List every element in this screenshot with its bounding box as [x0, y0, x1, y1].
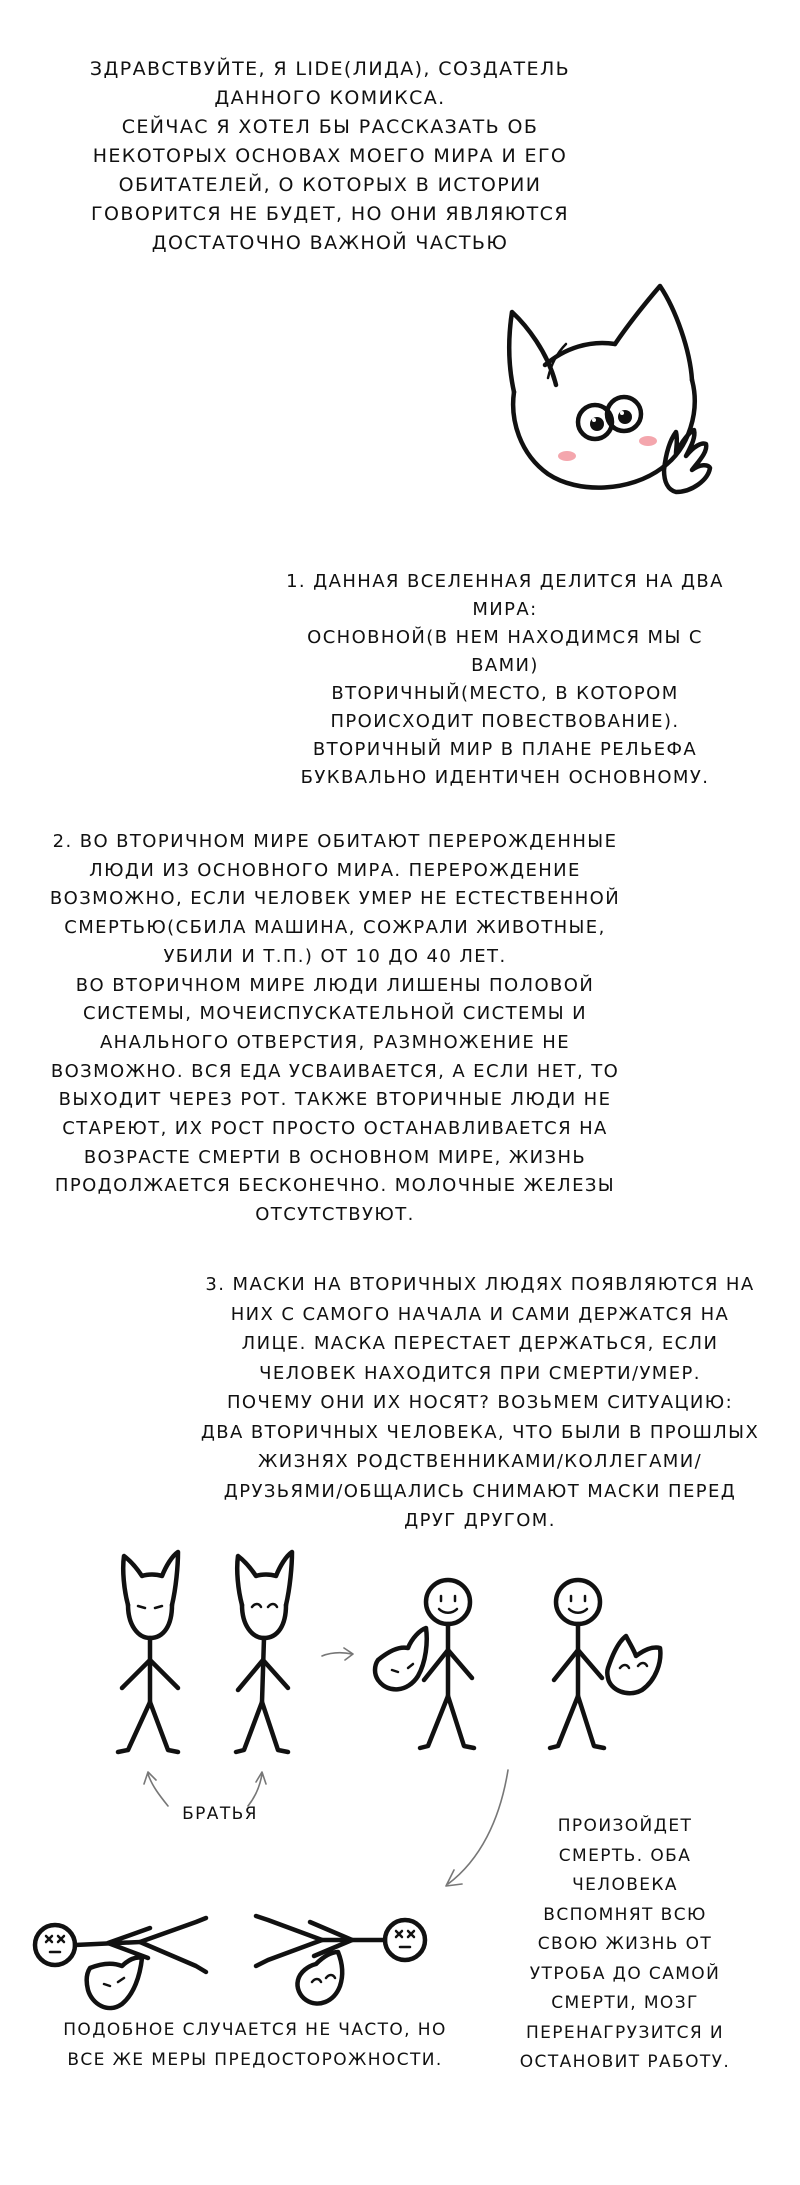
intro-line: ЗДРАВСТВУЙТЕ, Я LIDE(ЛИДА), СОЗДАТЕЛЬ [89, 58, 571, 80]
death-line: СВОЮ ЖИЗНЬ ОТ [537, 1934, 713, 1954]
brother-2-masked-figure [236, 1552, 292, 1752]
section-3-line: ДРУГ ДРУГОМ. [404, 1510, 556, 1531]
death-line: ПЕРЕНАГРУЗИТСЯ И [525, 2022, 725, 2043]
section-3-line: ДВА ВТОРИЧНЫХ ЧЕЛОВЕКА, ЧТО БЫЛИ В ПРОШЛЫХ [200, 1421, 760, 1443]
section-2-line: СТАРЕЮТ, ИХ РОСТ ПРОСТО ОСТАНАВЛИВАЕТСЯ НА [62, 1118, 608, 1140]
section-1-line: ПРОИСХОДИТ ПОВЕСТВОВАНИЕ). [330, 711, 680, 732]
section-2-line: ЛЮДИ ИЗ ОСНОВНОГО МИРА. ПЕРЕРОЖДЕНИЕ [89, 859, 581, 881]
death-scene-arrow [446, 1770, 508, 1886]
intro-line: ДАННОГО КОМИКСА. [214, 87, 446, 109]
fallen-mask-2 [297, 1952, 342, 2004]
intro-line: ОБИТАТЕЛЕЙ, О КОТОРЫХ В ИСТОРИИ [118, 174, 542, 196]
intro-line: НЕКОТОРЫХ ОСНОВАХ МОЕГО МИРА И ЕГО [92, 145, 568, 167]
transition-arrow [322, 1648, 353, 1660]
death-line: ЧЕЛОВЕКА [572, 1875, 678, 1895]
section-3-line: ДРУЗЬЯМИ/ОБЩАЛИСЬ СНИМАЮТ МАСКИ ПЕРЕД [223, 1480, 737, 1502]
section-1-line: ВАМИ) [471, 655, 539, 676]
section-1-line: ВТОРИЧНЫЙ(МЕСТО, В КОТОРОМ [331, 683, 679, 704]
dropped-mask-1 [375, 1628, 427, 1689]
death-line: ПРОИЗОЙДЕТ [557, 1816, 693, 1836]
section-1-line: 1. ДАННАЯ ВСЕЛЕННАЯ ДЕЛИТСЯ НА ДВА [286, 571, 724, 592]
unmasked-figure-2 [550, 1580, 660, 1748]
death-line: ОСТАНОВИТ РАБОТУ. [519, 2052, 731, 2072]
death-line: СМЕРТИ, МОЗГ [551, 1993, 699, 2013]
intro-line: ГОВОРИТСЯ НЕ БУДЕТ, НО ОНИ ЯВЛЯЮТСЯ [91, 203, 569, 225]
section-1-line: ВТОРИЧНЫЙ МИР В ПЛАНЕ РЕЛЬЕФА [312, 739, 698, 760]
brother-1-masked-figure [118, 1552, 178, 1752]
section-1-line: МИРА: [472, 599, 538, 620]
section-2-line: ВОЗМОЖНО. ВСЯ ЕДА УСВАИВАЕТСЯ, А ЕСЛИ НЕТ, ТО [50, 1060, 620, 1082]
death-line: УТРОБА ДО САМОЙ [529, 1963, 721, 1984]
section-3-line: 3. МАСКИ НА ВТОРИЧНЫХ ЛЮДЯХ ПОЯВЛЯЮТСЯ НА [205, 1274, 755, 1295]
section-3-line: ЛИЦЕ. МАСКА ПЕРЕСТАЕТ ДЕРЖАТЬСЯ, ЕСЛИ [241, 1333, 719, 1354]
death-line: СМЕРТЬ. ОБА [558, 1845, 692, 1866]
intro-line: СЕЙЧАС Я ХОТЕЛ БЫ РАССКАЗАТЬ ОБ [121, 116, 539, 138]
brothers-label: БРАТЬЯ [182, 1804, 258, 1824]
death-line: ВСПОМНЯТ ВСЮ [543, 1904, 707, 1925]
section-2-line: ПРОДОЛЖАЕТСЯ БЕСКОНЕЧНО. МОЛОЧНЫЕ ЖЕЛЕЗЫ [54, 1175, 616, 1197]
section-2-line: 2. ВО ВТОРИЧНОМ МИРЕ ОБИТАЮТ ПЕРЕРОЖДЕННЫЕ [52, 831, 618, 852]
section-3-line: ПОЧЕМУ ОНИ ИХ НОСЯТ? ВОЗЬМЕМ СИТУАЦИЮ: [226, 1392, 734, 1413]
section-3-line: НИХ С САМОГО НАЧАЛА И САМИ ДЕРЖАТСЯ НА [230, 1303, 730, 1325]
section-1-line: БУКВАЛЬНО ИДЕНТИЧЕН ОСНОВНОМУ. [300, 767, 710, 788]
section-3-line: ЖИЗНЯХ РОДСТВЕННИКАМИ/КОЛЛЕГАМИ/ [257, 1451, 703, 1472]
dead-figure-2 [256, 1916, 425, 2004]
dead-figure-1 [35, 1918, 206, 2008]
dropped-mask-2 [607, 1636, 660, 1693]
caution-line: ПОДОБНОЕ СЛУЧАЕТСЯ НЕ ЧАСТО, НО [63, 2020, 447, 2040]
section-1-line: ОСНОВНОЙ(В НЕМ НАХОДИМСЯ МЫ С [307, 627, 703, 648]
section-2-line: УБИЛИ И Т.П.) ОТ 10 ДО 40 ЛЕТ. [163, 945, 507, 967]
section-2-line: СМЕРТЬЮ(СБИЛА МАШИНА, СОЖРАЛИ ЖИВОТНЫЕ, [64, 917, 606, 939]
intro-line: ДОСТАТОЧНО ВАЖНОЙ ЧАСТЬЮ [151, 232, 509, 254]
fallen-mask-1 [87, 1957, 142, 2008]
caution-line: ВСЕ ЖЕ МЕРЫ ПРЕДОСТОРОЖНОСТИ. [67, 2050, 443, 2070]
section-2-line: ВЫХОДИТ ЧЕРЕЗ РОТ. ТАКЖЕ ВТОРИЧНЫЕ ЛЮДИ НЕ [58, 1089, 612, 1111]
brother-2-pointer-arrow [248, 1772, 266, 1806]
section-2-line: ВОЗМОЖНО, ЕСЛИ ЧЕЛОВЕК УМЕР НЕ ЕСТЕСТВЕННОЙ [49, 888, 621, 910]
brother-1-pointer-arrow [144, 1772, 168, 1806]
section-2-line: СИСТЕМЫ, МОЧЕИСПУСКАТЕЛЬНОЙ СИСТЕМЫ И [83, 1003, 587, 1025]
section-2-line: ОТСУТСТВУЮТ. [255, 1204, 415, 1226]
section-3-line: ЧЕЛОВЕК НАХОДИТСЯ ПРИ СМЕРТИ/УМЕР. [259, 1362, 701, 1384]
unmasked-figure-1 [375, 1580, 474, 1748]
section-2-line: ВО ВТОРИЧНОМ МИРЕ ЛЮДИ ЛИШЕНЫ ПОЛОВОЙ [75, 974, 595, 996]
section-2-line: ВОЗРАСТЕ СМЕРТИ В ОСНОВНОМ МИРЕ, ЖИЗНЬ [83, 1146, 587, 1168]
section-2-line: АНАЛЬНОГО ОТВЕРСТИЯ, РАЗМНОЖЕНИЕ НЕ [99, 1031, 571, 1053]
